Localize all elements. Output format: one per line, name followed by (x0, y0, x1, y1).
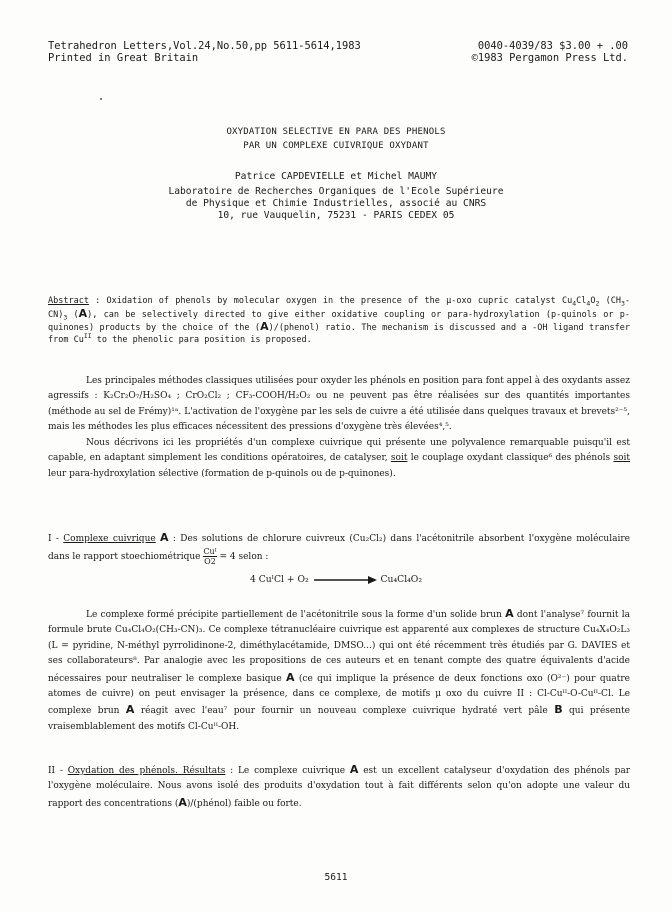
journal-header (48, 40, 628, 64)
paragraph-text: (ce qui implique la présence de deux fonctions oxo (O²⁻) pour quatre atomes de cuivre) on peut envisager la présence, dans ce complexe, de motifs μ oxo du cuivre II : Cl-Cuᴵᴵ-O-Cuᴵᴵ-Cl. Le complexe brun (48, 673, 630, 717)
affiliation (0, 186, 672, 222)
paragraph-text: leur para-hydroxylation sélective (formation de p-quinols ou de p-quinones). (48, 468, 396, 479)
header-printed: Printed in Great Britain (48, 52, 199, 64)
abstract-text: to the phenolic para position is proposed. (91, 334, 312, 345)
mu-symbol: μ (446, 296, 452, 306)
paragraph-complex (48, 606, 630, 735)
compound-A-label: A (286, 670, 295, 684)
ratio-fraction (203, 547, 216, 566)
affiliation-line-1: Laboratoire de Recherches Organiques de l'Ecole Supérieure (168, 186, 504, 197)
section-text: = 4 selon : (216, 552, 269, 563)
paragraph-description (48, 436, 630, 482)
section-title: Complexe cuivrique (63, 534, 156, 544)
header-citation: Tetrahedron Letters,Vol.24,No.50,pp 5611-5614,1983 (48, 40, 361, 52)
abstract-text: : Oxidation of phenols by molecular oxygen in the presence of the (88, 296, 447, 306)
compound-B-label: B (554, 703, 563, 717)
abstract: Abstract : Oxidation of phenols by molecular oxygen in the presence of the μ-oxo cupric catalyst $Cu_4Cl_4O_2$ $(CH_3-CN)_3$ (A), can be selectively directed to give either oxidative coupling or para-hydroxylation (p-quinols or p-quinones) products by the choice of the (A)/(phenol) ratio. The mechanism is discussed and a -OH ligand transfer from $Cu^{II}$ to the phenolic para position is proposed. (48, 296, 630, 345)
ratio-denominator: O2 (204, 557, 216, 567)
section-number: II - (48, 766, 68, 776)
abstract-text: -oxo cupric catalyst Cu (451, 296, 573, 306)
compound-A-label: A (260, 320, 269, 334)
affiliation-line-3: 10, rue Vauquelin, 75231 - PARIS CEDEX 05 (217, 210, 455, 221)
compound-A-label: A (349, 763, 359, 776)
title-line-1: OXYDATION SELECTIVE EN PARA DES PHENOLS (226, 127, 446, 137)
abstract-label: Abstract (48, 296, 89, 306)
paragraph-text: dont l'analyse⁷ fournit la formule brute Cu₄Cl₄O₂(CH₃-CN)₃. Ce complexe tétranucléaire cuivrique est apparenté aux complexes de structure Cu₄X₄O₂L₃ (L = pyridine, N-méthyl pyrrolidinone-2, diméthylacétamide, DMSO...) qui ont été récemment très étudiés par G. DAVIES et ses collaborateurs⁸. Par analogie avec les propositions de ces auteurs et en tenant compte des quatre équivalents d'acide nécessaires pour neutraliser le complexe basique (48, 610, 630, 684)
ratio-numerator: Cuᴵ (203, 547, 217, 557)
paragraph-text: Le complexe formé précipite partiellement de l'acétonitrile sous la forme d'un solide brun (86, 610, 506, 620)
compound-A-label: A (125, 703, 135, 717)
section-text: )/(phénol) faible ou forte. (186, 798, 302, 809)
paragraph-text: réagit avec l'eau⁷ pour fournir un nouveau complexe cuivrique hydraté vert pâle (134, 706, 555, 717)
section-1 (48, 530, 630, 566)
paragraph-text: le couplage oxydant classique⁶ des phénols (407, 453, 614, 464)
paragraph-text: qui présente vraisemblablement des motifs Cl-Cuᴵᴵ-OH. (48, 706, 630, 732)
authors: Patrice CAPDEVIELLE et Michel MAUMY (234, 171, 438, 182)
soit-word: soit (390, 453, 408, 464)
compound-A-label: A (178, 795, 187, 809)
paragraph-intro: Les principales méthodes classiques utilisées pour oxyder les phénols en position para font appel à des oxydants assez agressifs : K₂Cr₂O₇/H₂SO₄ ; CrO₂Cl₂ ; CF₃-COOH/H₂O₂ ou ne peuvent pas être réalisées sur des quantités importantes (méthode au sel de Frémy)¹ᵃ. L'activation de l'oxygène par les sels de cuivre a été utilisée dans quelques travaux et brevets²⁻⁵, mais les méthodes les plus efficaces nécessitent des pressions d'oxygène très élevées⁴,⁵. (48, 376, 630, 433)
abstract-text: )/(phenol) ratio. The mechanism is discussed and a -OH ligand transfer from Cu (48, 323, 630, 345)
section-text: : Des solutions de chlorure cuivreux (Cu₂Cl₂) dans l'acétonitrile absorbent l'oxygène moléculaire dans le rapport stoechiométrique (48, 534, 630, 563)
affiliation-line-2: de Physique et Chimie Industrielles, associé au CNRS (185, 198, 487, 209)
section-number: I - (48, 534, 64, 544)
compound-A-label: A (160, 531, 169, 544)
soit-word: soit (613, 453, 630, 464)
speck-mark (100, 98, 102, 100)
paragraph-text: Nous décrivons ici les propriétés d'un complexe cuivrique qui présente une polyvalence remarquable puisqu'il est capable, en adaptant simplement les conditions opératoires, de catalyser, (48, 438, 630, 464)
reaction-arrow-icon (312, 575, 378, 585)
section-text: est un excellent catalyseur d'oxydation des phénols par l'oxygène moléculaire. Nous avons isolé des produits d'oxydation tout à fait différents selon qu'on adopte une valeur du rapport des concentrations ( (48, 766, 631, 809)
page-number: 5611 (324, 872, 348, 883)
abstract-text: , can be selectively directed to give either oxidative coupling or para-hydroxylation (p-quinols or p-quinones) products by the choice of the ( (48, 309, 630, 334)
compound-A-label: A (78, 306, 88, 320)
header-copyright: ©1983 Pergamon Press Ltd. (471, 52, 628, 64)
title-line-2: PAR UN COMPLEXE CUIVRIQUE OXYDANT (243, 141, 429, 151)
paper-title (0, 125, 672, 153)
header-price: 0040-4039/83 $3.00 + .00 (477, 40, 628, 52)
section-2 (48, 762, 630, 812)
section-text: : Le complexe cuivrique (225, 766, 350, 776)
equation-product: Cu₄Cl₄O₂ (380, 574, 423, 585)
reaction-equation (0, 574, 672, 585)
equation-reactants: 4 CuᴵCl + O₂ (249, 574, 309, 585)
compound-A-label: A (505, 607, 514, 620)
section-title: Oxydation des phénols. Résultats (67, 766, 226, 776)
